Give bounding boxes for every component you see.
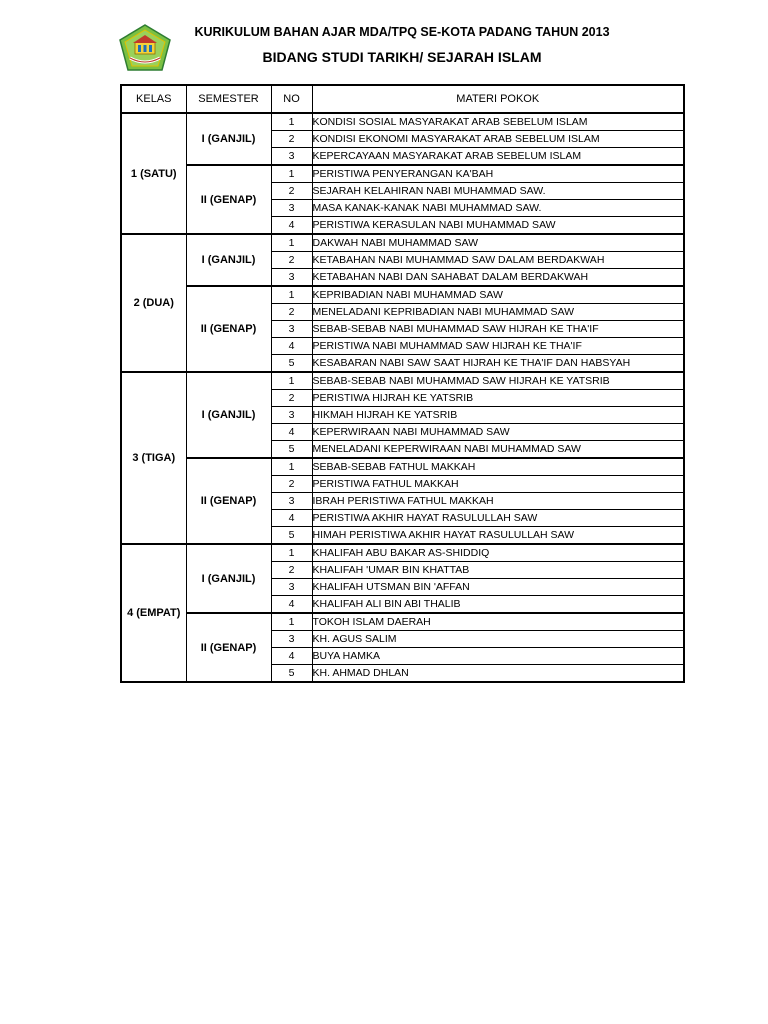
materi-pokok-cell: SEJARAH KELAHIRAN NABI MUHAMMAD SAW. <box>312 183 684 200</box>
materi-pokok-cell: KETABAHAN NABI MUHAMMAD SAW DALAM BERDAKWAH <box>312 252 684 269</box>
materi-pokok-cell: TOKOH ISLAM DAERAH <box>312 613 684 631</box>
no-cell: 1 <box>271 544 312 562</box>
no-cell: 2 <box>271 183 312 200</box>
no-cell: 2 <box>271 304 312 321</box>
no-cell: 2 <box>271 252 312 269</box>
semester-cell: II (GENAP) <box>186 286 271 372</box>
no-cell: 1 <box>271 613 312 631</box>
no-cell: 3 <box>271 148 312 166</box>
no-cell: 4 <box>271 338 312 355</box>
table-row <box>121 372 684 390</box>
no-cell: 4 <box>271 217 312 235</box>
materi-pokok-cell: IBRAH PERISTIWA FATHUL MAKKAH <box>312 493 684 510</box>
table-row <box>121 234 684 252</box>
no-cell: 3 <box>271 631 312 648</box>
materi-pokok-cell: KHALIFAH ALI BIN ABI THALIB <box>312 596 684 614</box>
kelas-cell: 2 (DUA) <box>121 234 186 372</box>
no-cell: 2 <box>271 390 312 407</box>
no-cell: 3 <box>271 493 312 510</box>
no-cell: 3 <box>271 407 312 424</box>
no-cell: 5 <box>271 527 312 545</box>
no-cell: 2 <box>271 476 312 493</box>
materi-pokok-cell: KEPRIBADIAN NABI MUHAMMAD SAW <box>312 286 684 304</box>
semester-cell: I (GANJIL) <box>186 372 271 458</box>
padang-city-emblem-logo <box>118 24 172 72</box>
materi-pokok-cell: MENELADANI KEPRIBADIAN NABI MUHAMMAD SAW <box>312 304 684 321</box>
materi-pokok-cell: KONDISI EKONOMI MASYARAKAT ARAB SEBELUM ISLAM <box>312 131 684 148</box>
table-row <box>121 113 684 131</box>
no-cell: 1 <box>271 286 312 304</box>
materi-pokok-cell: PERISTIWA NABI MUHAMMAD SAW HIJRAH KE THA'IF <box>312 338 684 355</box>
materi-pokok-cell: MENELADANI KEPERWIRAAN NABI MUHAMMAD SAW <box>312 441 684 459</box>
materi-pokok-cell: KHALIFAH 'UMAR BIN KHATTAB <box>312 562 684 579</box>
materi-pokok-cell: SEBAB-SEBAB NABI MUHAMMAD SAW HIJRAH KE YATSRIB <box>312 372 684 390</box>
semester-cell: II (GENAP) <box>186 458 271 544</box>
materi-pokok-cell: BUYA HAMKA <box>312 648 684 665</box>
materi-pokok-cell: PERISTIWA PENYERANGAN KA'BAH <box>312 165 684 183</box>
no-cell: 2 <box>271 131 312 148</box>
no-cell: 4 <box>271 510 312 527</box>
materi-pokok-cell: KEPERCAYAAN MASYARAKAT ARAB SEBELUM ISLAM <box>312 148 684 166</box>
materi-pokok-cell: KONDISI SOSIAL MASYARAKAT ARAB SEBELUM ISLAM <box>312 113 684 131</box>
kelas-cell: 4 (EMPAT) <box>121 544 186 682</box>
table-header-row <box>121 85 684 113</box>
materi-pokok-cell: PERISTIWA KERASULAN NABI MUHAMMAD SAW <box>312 217 684 235</box>
no-cell: 4 <box>271 424 312 441</box>
table-body <box>121 113 684 682</box>
column-header-materi-pokok: MATERI POKOK <box>312 85 684 113</box>
no-cell: 4 <box>271 596 312 614</box>
column-header-semester: SEMESTER <box>186 85 271 113</box>
column-header-no: NO <box>271 85 312 113</box>
no-cell: 1 <box>271 165 312 183</box>
no-cell: 5 <box>271 441 312 459</box>
materi-pokok-cell: HIMAH PERISTIWA AKHIR HAYAT RASULULLAH SAW <box>312 527 684 545</box>
no-cell: 1 <box>271 113 312 131</box>
table-row <box>121 165 684 183</box>
document-title: KURIKULUM BAHAN AJAR MDA/TPQ SE-KOTA PADANG TAHUN 2013 <box>194 25 610 39</box>
semester-cell: I (GANJIL) <box>186 234 271 286</box>
materi-pokok-cell: PERISTIWA HIJRAH KE YATSRIB <box>312 390 684 407</box>
semester-cell: I (GANJIL) <box>186 544 271 613</box>
materi-pokok-cell: KH. AGUS SALIM <box>312 631 684 648</box>
materi-pokok-cell: DAKWAH NABI MUHAMMAD SAW <box>312 234 684 252</box>
no-cell: 1 <box>271 458 312 476</box>
materi-pokok-cell: KH. AHMAD DHLAN <box>312 665 684 683</box>
no-cell: 5 <box>271 355 312 373</box>
curriculum-table <box>120 84 685 683</box>
materi-pokok-cell: KHALIFAH UTSMAN BIN 'AFFAN <box>312 579 684 596</box>
no-cell: 1 <box>271 234 312 252</box>
kelas-cell: 3 (TIGA) <box>121 372 186 544</box>
materi-pokok-cell: HIKMAH HIJRAH KE YATSRIB <box>312 407 684 424</box>
no-cell: 3 <box>271 321 312 338</box>
materi-pokok-cell: SEBAB-SEBAB FATHUL MAKKAH <box>312 458 684 476</box>
table-row <box>121 458 684 476</box>
materi-pokok-cell: KHALIFAH ABU BAKAR AS-SHIDDIQ <box>312 544 684 562</box>
no-cell: 3 <box>271 269 312 287</box>
no-cell: 4 <box>271 648 312 665</box>
table-row <box>121 286 684 304</box>
table-row <box>121 544 684 562</box>
materi-pokok-cell: KEPERWIRAAN NABI MUHAMMAD SAW <box>312 424 684 441</box>
materi-pokok-cell: SEBAB-SEBAB NABI MUHAMMAD SAW HIJRAH KE THA'IF <box>312 321 684 338</box>
no-cell: 3 <box>271 579 312 596</box>
materi-pokok-cell: KESABARAN NABI SAW SAAT HIJRAH KE THA'IF DAN HABSYAH <box>312 355 684 373</box>
kelas-cell: 1 (SATU) <box>121 113 186 234</box>
document-subtitle: BIDANG STUDI TARIKH/ SEJARAH ISLAM <box>262 49 542 65</box>
table-row <box>121 613 684 631</box>
materi-pokok-cell: KETABAHAN NABI DAN SAHABAT DALAM BERDAKWAH <box>312 269 684 287</box>
semester-cell: I (GANJIL) <box>186 113 271 165</box>
materi-pokok-cell: PERISTIWA AKHIR HAYAT RASULULLAH SAW <box>312 510 684 527</box>
no-cell: 2 <box>271 562 312 579</box>
materi-pokok-cell: PERISTIWA FATHUL MAKKAH <box>312 476 684 493</box>
materi-pokok-cell: MASA KANAK-KANAK NABI MUHAMMAD SAW. <box>312 200 684 217</box>
no-cell: 1 <box>271 372 312 390</box>
column-header-kelas: KELAS <box>121 85 186 113</box>
semester-cell: II (GENAP) <box>186 165 271 234</box>
semester-cell: II (GENAP) <box>186 613 271 682</box>
no-cell: 3 <box>271 200 312 217</box>
no-cell: 5 <box>271 665 312 683</box>
